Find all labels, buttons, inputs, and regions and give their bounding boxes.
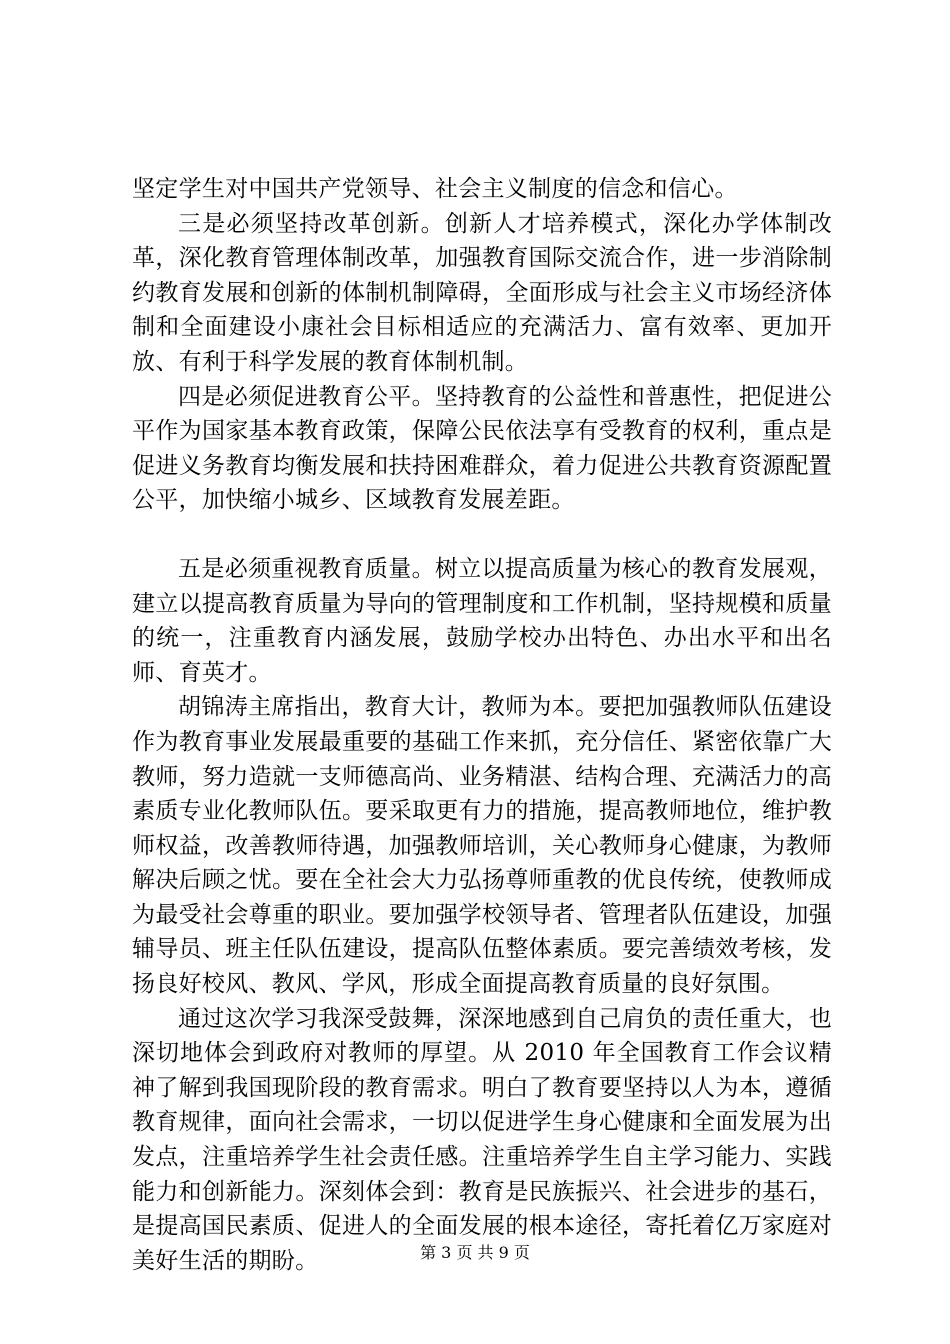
- paragraph-5: 胡锦涛主席指出，教育大计，教师为本。要把加强教师队伍建设作为教育事业发展最重要的基础工作来抓，充分信任、紧密依靠广大教师，努力造就一支师德高尚、业务精湛、结构合理、充满活力的高素质专业化教师队伍。要采取更有力的措施，提高教师地位，维护教师权益，改善教师待遇，加强教师培训，关心教师身心健康，为教师解决后顾之忧。要在全社会大力弘扬尊师重教的优良传统，使教师成为最受社会尊重的职业。要加强学校领导者、管理者队伍建设，加强辅导员、班主任队伍建设，提高队伍整体素质。要完善绩效考核，发扬良好校风、教风、学风，形成全面提高教育质量的良好氛围。: [132, 694, 832, 998]
- paragraph-6: 通过这次学习我深受鼓舞，深深地感到自己肩负的责任重大，也深切地体会到政府对教师的厚望。从 2010 年全国教育工作会议精神了解到我国现阶段的教育需求。明白了教育要坚持以人为本，遵循教育规律，面向社会需求，一切以促进学生身心健康和全面发展为出发点，注重培养学生社会责任感。注重培养学生自主学习能力、实践能力和创新能力。深刻体会到：教育是民族振兴、社会进步的基石，是提高国民素质、促进人的全面发展的根本途径，寄托着亿万家庭对美好生活的期盼。: [132, 1005, 832, 1274]
- paragraph-3: 四是必须促进教育公平。坚持教育的公益性和普惠性，把促进公平作为国家基本教育政策，保障公民依法享有受教育的权利，重点是促进义务教育均衡发展和扶持困难群众，着力促进公共教育资源配置公平，加快缩小城乡、区域教育发展差距。: [132, 383, 832, 514]
- paragraph-2: 三是必须坚持改革创新。创新人才培养模式，深化办学体制改革，深化教育管理体制改革，加强教育国际交流合作，进一步消除制约教育发展和创新的体制机制障碍，全面形成与社会主义市场经济体制和全面建设小康社会目标相适应的充满活力、富有效率、更加开放、有利于科学发展的教育体制机制。: [132, 210, 832, 375]
- document-body: [132, 172, 832, 1278]
- paragraph-spacer: [132, 518, 832, 552]
- page-number-footer: 第 3 页 共 9 页: [420, 1243, 530, 1262]
- paragraph-1: 坚定学生对中国共产党领导、社会主义制度的信念和信心。: [132, 176, 738, 202]
- paragraph-4: 五是必须重视教育质量。树立以提高质量为核心的教育发展观，建立以提高教育质量为导向的管理制度和工作机制，坚持规模和质量的统一，注重教育内涵发展，鼓励学校办出特色、办出水平和出名师、育英才。: [132, 555, 832, 686]
